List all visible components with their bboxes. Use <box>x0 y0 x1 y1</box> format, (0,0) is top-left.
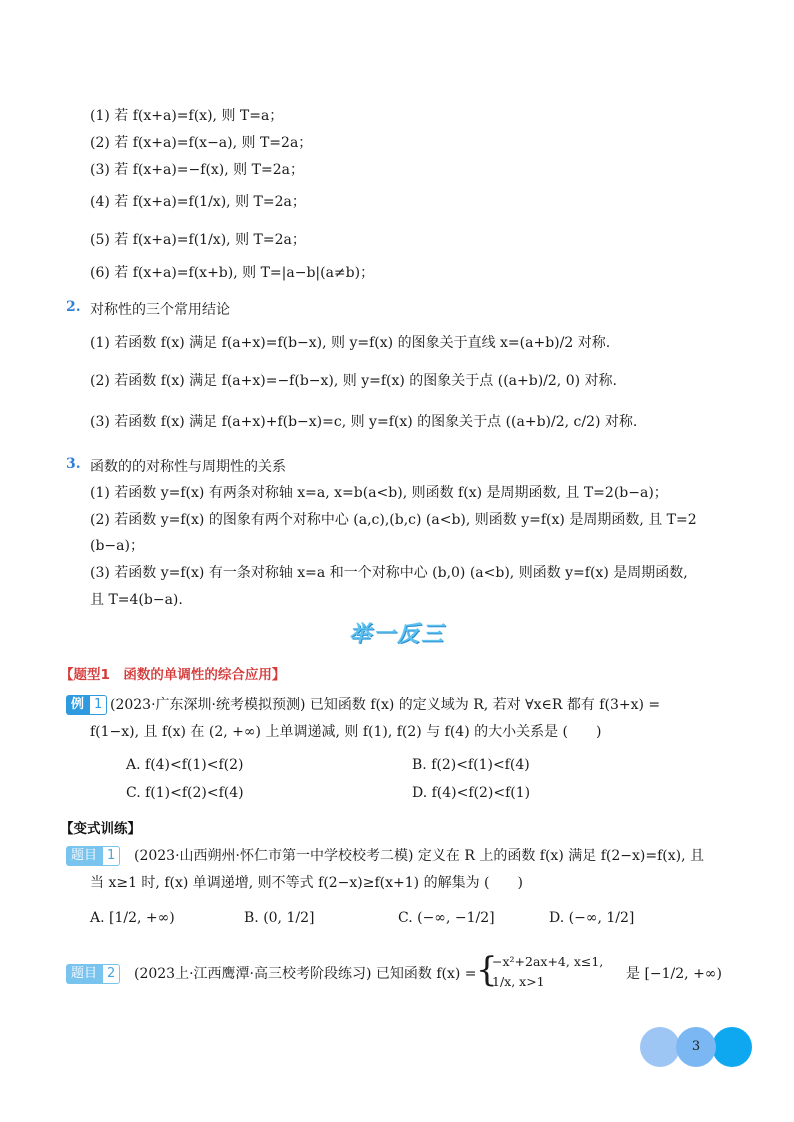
page-circle-right <box>712 1027 752 1067</box>
question-2-tag <box>66 964 120 984</box>
section-title-relation: 函数的的对称性与周期性的关系 <box>90 459 286 475</box>
example-option-c: C. f(1)<f(2)<f(4) <box>126 785 244 801</box>
question-2-tag-label: 题目 <box>66 964 102 984</box>
relation-item-3-cont: 且 T=4(b−a). <box>90 592 183 608</box>
section-number-3: 3. <box>66 456 81 472</box>
section-title-symmetry: 对称性的三个常用结论 <box>90 302 230 318</box>
periodic-item-6: (6) 若 f(x+a)=f(x+b), 则 T=|a−b|(a≠b)； <box>90 265 375 281</box>
periodic-item-2: (2) 若 f(x+a)=f(x−a), 则 T=2a； <box>90 135 313 151</box>
question-type-heading: 【题型1 函数的单调性的综合应用】 <box>60 667 286 683</box>
question-2-tag-number: 2 <box>102 964 120 984</box>
periodic-item-4: (4) 若 f(x+a)=f(1/x), 则 T=2a； <box>90 194 306 210</box>
question-1-tag <box>66 846 120 866</box>
question-1-text-line1: (2023·山西朔州·怀仁市第一中学校校考二模) 定义在 R 上的函数 f(x) 满足 f(2−x)=f(x), 且 <box>134 848 704 864</box>
example-option-d: D. f(4)<f(2)<f(1) <box>412 785 531 801</box>
question-2-text: (2023上·江西鹰潭·高三校考阶段练习) 已知函数 f(x) = <box>134 966 477 982</box>
question-1-tag-number: 1 <box>102 846 120 866</box>
variant-heading: 【变式训练】 <box>60 821 141 837</box>
periodic-item-3: (3) 若 f(x+a)=−f(x), 则 T=2a； <box>90 162 304 178</box>
piecewise-brace: { <box>476 950 498 990</box>
symmetry-item-1: (1) 若函数 f(x) 满足 f(a+x)=f(b−x), 则 y=f(x) 的图象关于直线 x=(a+b)/2 对称. <box>90 335 611 351</box>
example-tag <box>66 695 107 715</box>
example-text-line2: f(1−x), 且 f(x) 在 (2, +∞) 上单调递减, 则 f(1), f(2) 与 f(4) 的大小关系是 ( ) <box>90 724 602 740</box>
question-1-option-b: B. (0, 1/2] <box>244 910 315 926</box>
page-number-badge <box>640 1027 752 1067</box>
piecewise-case-2: 1/x, x>1 <box>492 974 545 989</box>
relation-item-1: (1) 若函数 y=f(x) 有两条对称轴 x=a, x=b(a<b), 则函数 f(x) 是周期函数, 且 T=2(b−a)； <box>90 485 668 501</box>
symmetry-item-3: (3) 若函数 f(x) 满足 f(a+x)+f(b−x)=c, 则 y=f(x) 的图象关于点 ((a+b)/2, c/2) 对称. <box>90 414 638 430</box>
symmetry-item-2: (2) 若函数 f(x) 满足 f(a+x)=−f(b−x), 则 y=f(x) 的图象关于点 ((a+b)/2, 0) 对称. <box>90 373 617 389</box>
example-option-a: A. f(4)<f(1)<f(2) <box>126 757 244 773</box>
banner-title: 举一反三 <box>348 622 445 647</box>
question-1-option-a: A. [1/2, +∞) <box>90 910 175 926</box>
question-1-tag-label: 题目 <box>66 846 102 866</box>
page-number: 3 <box>691 1039 701 1054</box>
relation-item-3: (3) 若函数 y=f(x) 有一条对称轴 x=a 和一个对称中心 (b,0) (a<b), 则函数 y=f(x) 是周期函数, <box>90 565 688 581</box>
page-circle-left <box>640 1027 680 1067</box>
example-tag-number: 1 <box>89 695 107 715</box>
periodic-item-1: (1) 若 f(x+a)=f(x), 则 T=a； <box>90 108 284 124</box>
relation-item-2: (2) 若函数 y=f(x) 的图象有两个对称中心 (a,c),(b,c) (a<b), 则函数 y=f(x) 是周期函数, 且 T=2 <box>90 512 697 528</box>
example-tag-label: 例 <box>66 695 89 715</box>
periodic-item-5: (5) 若 f(x+a)=f(1/x), 则 T=2a； <box>90 232 306 248</box>
section-number-2: 2. <box>66 299 81 315</box>
question-1-text-line2: 当 x≥1 时, f(x) 单调递增, 则不等式 f(2−x)≥f(x+1) 的解集为 ( ) <box>90 875 523 891</box>
question-1-option-c: C. (−∞, −1/2] <box>398 910 495 926</box>
example-text-line1: (2023·广东深圳·统考模拟预测) 已知函数 f(x) 的定义域为 R, 若对 ∀x∈R 都有 f(3+x) = <box>110 697 661 713</box>
question-2-tail: 是 [−1/2, +∞) <box>626 966 722 982</box>
question-1-option-d: D. (−∞, 1/2] <box>549 910 635 926</box>
example-option-b: B. f(2)<f(1)<f(4) <box>412 757 530 773</box>
piecewise-case-1: −x²+2ax+4, x≤1, <box>492 954 604 969</box>
relation-item-2-cont: (b−a)； <box>90 538 144 554</box>
